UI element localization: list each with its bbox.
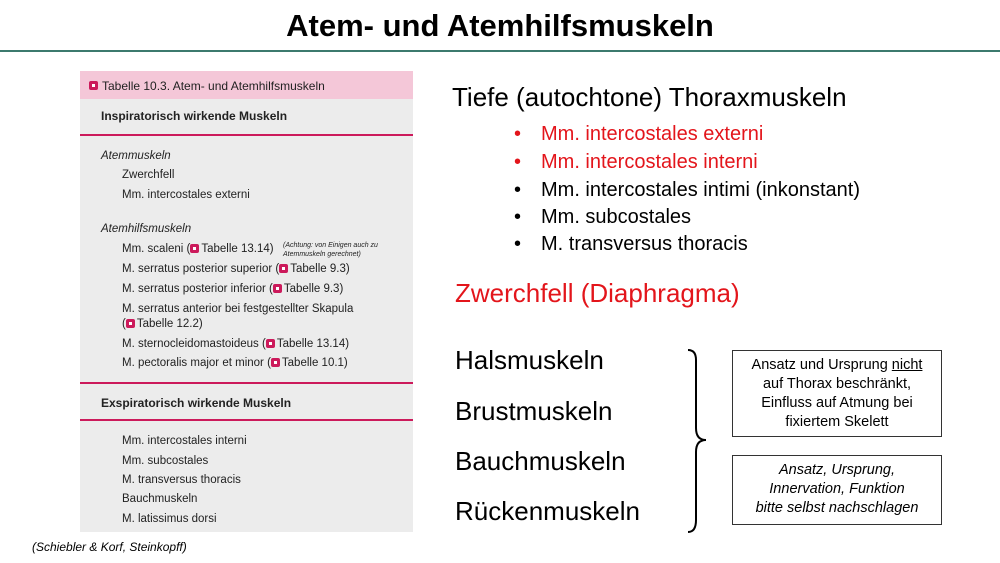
list-item: Mm. scaleni ( Tabelle 13.14)	[122, 243, 274, 255]
list-item: Bauchmuskeln	[122, 493, 198, 505]
table-ref-icon	[266, 339, 275, 348]
diaphragma-heading: Zwerchfell (Diaphragma)	[455, 278, 740, 308]
list-item: M. serratus posterior superior ( Tabelle 9.3)	[122, 263, 350, 275]
note: (Achtung: von Einigen auch zu Atemmuskeln gerechnet)	[283, 242, 378, 258]
table-header-text: Tabelle 10.3. Atem- und Atemhilfsmuskeln	[102, 79, 325, 93]
list-item: M. serratus posterior inferior ( Tabelle 9.3)	[122, 283, 344, 295]
muscle-group: Rückenmuskeln	[455, 496, 640, 526]
table-ref-icon	[279, 264, 288, 273]
source-caption: (Schiebler & Korf, Steinkopff)	[32, 540, 187, 554]
info-box-lookup: Ansatz, Ursprung, Innervation, Funktion bitte selbst nachschlagen	[732, 455, 942, 525]
list-item: ( Tabelle 12.2)	[122, 318, 203, 330]
title-divider	[0, 50, 1000, 52]
table-ref-icon	[271, 358, 280, 367]
info-box-attachment: Ansatz und Ursprung nicht auf Thorax beschränkt, Einfluss auf Atmung bei fixiertem Skelett	[732, 350, 942, 437]
list-item: M. pectoralis major et minor ( Tabelle 10.1)	[122, 357, 348, 369]
table-ref-icon	[126, 319, 135, 328]
table-divider	[80, 134, 413, 136]
list-item: Mm. subcostales	[122, 455, 209, 467]
list-item: M. sternocleidomastoideus ( Tabelle 13.14)	[122, 338, 350, 350]
list-item: M. serratus anterior bei festgestellter Skapula	[122, 303, 354, 315]
curly-brace	[686, 348, 710, 534]
hilf-label: Atemhilfsmuskeln	[101, 223, 192, 235]
list-item: M. latissimus dorsi	[122, 513, 217, 525]
expiratory-title: Exspiratorisch wirkende Muskeln	[101, 396, 292, 410]
thorax-heading: Tiefe (autochtone) Thoraxmuskeln	[452, 82, 847, 112]
reference-table	[80, 71, 413, 532]
table-divider	[80, 419, 413, 421]
atem-label: Atemmuskeln	[101, 150, 171, 162]
table-header	[80, 71, 413, 99]
list-item: Mm. intercostales interni	[122, 435, 247, 447]
list-item: Mm. intercostales externi	[122, 189, 250, 201]
list-item: M. transversus thoracis	[122, 474, 241, 486]
table-ref-icon	[190, 244, 199, 253]
muscle-group: Bauchmuskeln	[455, 446, 626, 476]
muscle-group: Brustmuskeln	[455, 396, 613, 426]
inspiratory-title: Inspiratorisch wirkende Muskeln	[101, 109, 288, 123]
table-divider	[80, 382, 413, 384]
slide-title: Atem- und Atemhilfsmuskeln	[286, 8, 714, 43]
table-ref-icon	[273, 284, 282, 293]
list-item: Zwerchfell	[122, 169, 175, 181]
table-marker-icon	[89, 81, 98, 90]
muscle-group: Halsmuskeln	[455, 345, 604, 375]
